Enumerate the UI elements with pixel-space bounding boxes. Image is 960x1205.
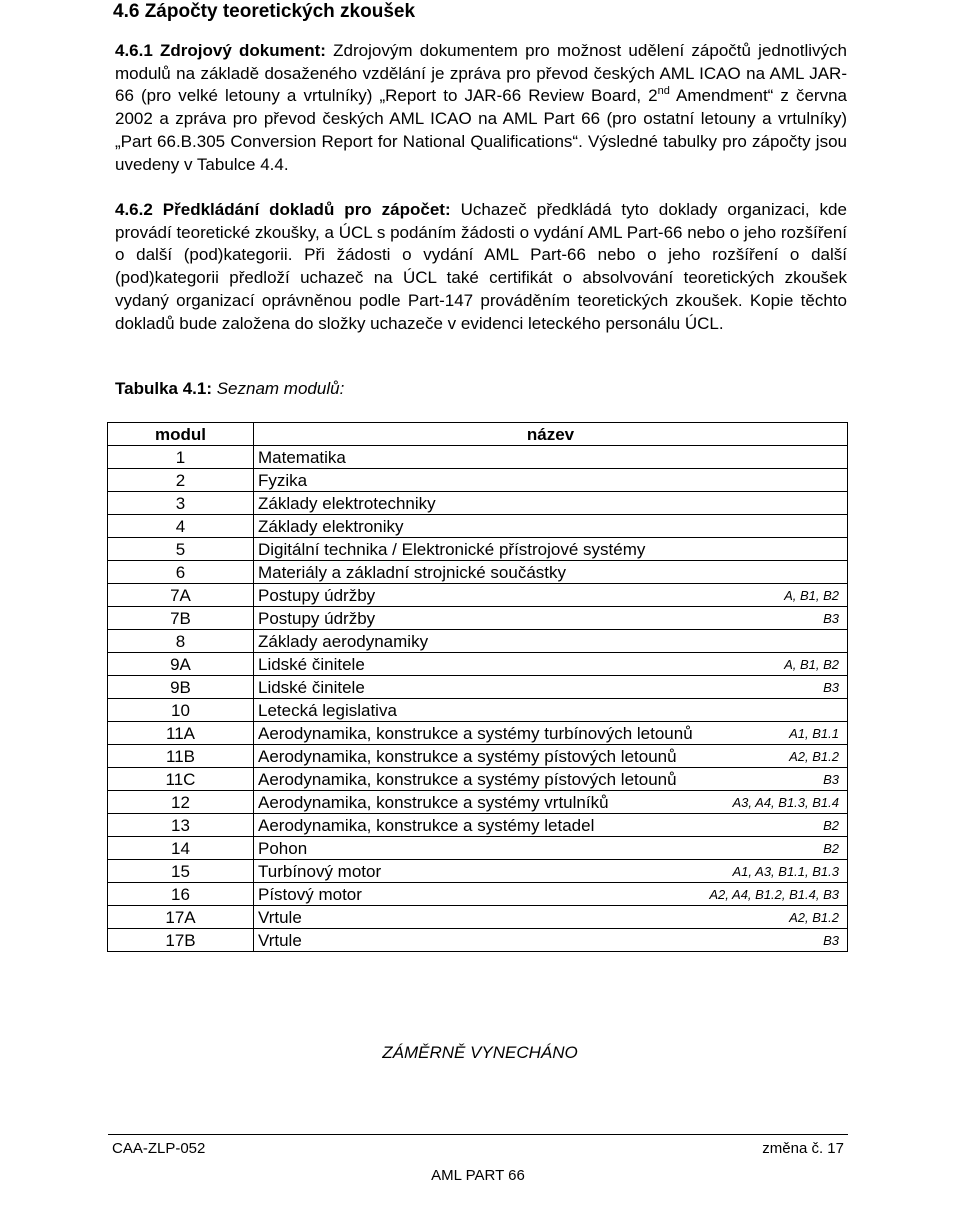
intentionally-omitted-note: ZÁMĚRNĚ VYNECHÁNO xyxy=(382,1043,578,1062)
module-name: Vrtule xyxy=(258,907,302,927)
table-caption-text: Seznam modulů: xyxy=(212,379,345,398)
paragraph-text-continued: Amendment“ z června 2002 a zpráva pro převod českých AML ICAO na AML Part 66 (pro ostatní letouny a vrtulníky) „Part 66.B.305 Conversion Report for National Qualifications“. Výsledné tabulky pro zápočty jsou uvedeny v Tabulce 4.4. xyxy=(115,86,847,174)
module-name: Vrtule xyxy=(258,930,302,950)
table-row xyxy=(108,538,848,561)
table-row xyxy=(108,469,848,492)
module-categories: B3 xyxy=(823,772,839,787)
table-row xyxy=(108,653,848,676)
module-categories: B3 xyxy=(823,680,839,695)
paragraph-text: Zdrojovým dokumentem pro možnost udělení zápočtů jednotlivých modulů na základě dosaženého vzdělání je zpráva pro převod českých AML ICAO na AML JAR-66 (pro velké letouny a vrtulníky) „Report to JAR-66 Review Board, 2 xyxy=(115,41,847,106)
module-number: 6 xyxy=(108,561,254,584)
module-name: Matematika xyxy=(258,447,346,467)
module-number: 7B xyxy=(108,607,254,630)
table-row xyxy=(108,722,848,745)
module-categories: A1, A3, B1.1, B1.3 xyxy=(732,864,839,879)
table-row xyxy=(108,446,848,469)
footer-change-number: změna č. 17 xyxy=(762,1140,844,1157)
module-categories: A, B1, B2 xyxy=(784,657,839,672)
module-name: Digitální technika / Elektronické přístrojové systémy xyxy=(258,539,646,559)
module-name: Postupy údržby xyxy=(258,585,376,605)
table-caption xyxy=(115,379,344,399)
module-name-cell xyxy=(254,860,848,883)
table-row xyxy=(108,768,848,791)
module-number: 17A xyxy=(108,906,254,929)
paragraph-heading: Zdrojový dokument: xyxy=(160,41,326,60)
module-name-cell xyxy=(254,883,848,906)
table-row xyxy=(108,584,848,607)
module-name-cell xyxy=(254,837,848,860)
module-categories: B3 xyxy=(823,933,839,948)
table-row xyxy=(108,929,848,952)
module-name-cell xyxy=(254,722,848,745)
table-row xyxy=(108,607,848,630)
module-name-cell xyxy=(254,653,848,676)
module-name: Turbínový motor xyxy=(258,861,382,881)
module-categories: A2, B1.2 xyxy=(789,749,839,764)
module-name-cell xyxy=(254,676,848,699)
module-name: Aerodynamika, konstrukce a systémy letadel xyxy=(258,815,595,835)
module-name: Fyzika xyxy=(258,470,308,490)
paragraph-text: Uchazeč předkládá tyto doklady organizaci, kde provádí teoretické zkoušky, a ÚCL s podáním žádosti o vydání AML Part-66 nebo o jeho rozšíření o další (pod)kategorii. Při žádosti o vydání AML Part-66 nebo o jeho rozšíření o další (pod)kategorii předloží uchazeč na ÚCL také certifikát o absolvování teoretických zkoušek vydaný organizací oprávněnou podle Part-147 prováděním teoretických zkoušek. Kopie těchto dokladů bude založena do složky uchazeče v evidenci leteckého personálu ÚCL. xyxy=(115,200,847,333)
modules-table xyxy=(107,422,848,952)
module-name: Aerodynamika, konstrukce a systémy vrtulníků xyxy=(258,792,609,812)
table-row xyxy=(108,492,848,515)
module-categories: B2 xyxy=(823,841,839,856)
table-row xyxy=(108,561,848,584)
module-name: Lidské činitele xyxy=(258,654,365,674)
module-name-cell xyxy=(254,929,848,952)
module-number: 2 xyxy=(108,469,254,492)
module-name-cell xyxy=(254,469,848,492)
page-footer xyxy=(108,1134,848,1184)
module-name-cell xyxy=(254,561,848,584)
module-categories: A1, B1.1 xyxy=(789,726,839,741)
table-body xyxy=(108,446,848,952)
module-name: Základy elektroniky xyxy=(258,516,404,536)
module-number: 1 xyxy=(108,446,254,469)
section-title: 4.6 Zápočty teoretických zkoušek xyxy=(113,1,416,22)
module-number: 8 xyxy=(108,630,254,653)
module-number: 15 xyxy=(108,860,254,883)
module-number: 4 xyxy=(108,515,254,538)
table-row xyxy=(108,676,848,699)
module-categories: A2, A4, B1.2, B1.4, B3 xyxy=(709,887,839,902)
header-nazev: název xyxy=(254,423,848,446)
module-categories: B3 xyxy=(823,611,839,626)
module-number: 5 xyxy=(108,538,254,561)
table-row xyxy=(108,515,848,538)
superscript: nd xyxy=(657,84,670,97)
module-number: 13 xyxy=(108,814,254,837)
table-header-row xyxy=(108,423,848,446)
module-number: 11A xyxy=(108,722,254,745)
module-name: Aerodynamika, konstrukce a systémy pístových letounů xyxy=(258,746,677,766)
paragraph-4-6-1 xyxy=(115,40,847,176)
module-number: 7A xyxy=(108,584,254,607)
module-name: Lidské činitele xyxy=(258,677,365,697)
module-name: Pohon xyxy=(258,838,308,858)
footer-title: AML PART 66 xyxy=(431,1167,525,1184)
paragraph-number: 4.6.1 xyxy=(115,41,153,60)
module-name-cell xyxy=(254,584,848,607)
module-number: 12 xyxy=(108,791,254,814)
table-row xyxy=(108,906,848,929)
footer-doc-id: CAA-ZLP-052 xyxy=(112,1140,206,1157)
table-row xyxy=(108,883,848,906)
table-row xyxy=(108,791,848,814)
module-number: 11C xyxy=(108,768,254,791)
module-number: 14 xyxy=(108,837,254,860)
module-name-cell xyxy=(254,768,848,791)
module-number: 3 xyxy=(108,492,254,515)
table-row xyxy=(108,699,848,722)
module-name-cell xyxy=(254,699,848,722)
paragraph-heading: Předkládání dokladů pro zápočet: xyxy=(162,200,451,219)
module-name: Aerodynamika, konstrukce a systémy turbínových letounů xyxy=(258,723,693,743)
table-row xyxy=(108,837,848,860)
module-name-cell xyxy=(254,446,848,469)
table-row xyxy=(108,630,848,653)
module-name-cell xyxy=(254,791,848,814)
module-name-cell xyxy=(254,492,848,515)
module-number: 9B xyxy=(108,676,254,699)
header-modul: modul xyxy=(108,423,254,446)
module-categories: A3, A4, B1.3, B1.4 xyxy=(732,795,839,810)
module-name: Základy aerodynamiky xyxy=(258,631,429,651)
table-row xyxy=(108,814,848,837)
table-caption-label: Tabulka 4.1: xyxy=(115,379,212,398)
module-name-cell xyxy=(254,814,848,837)
module-name: Letecká legislativa xyxy=(258,700,397,720)
module-categories: A, B1, B2 xyxy=(784,588,839,603)
module-number: 17B xyxy=(108,929,254,952)
paragraph-number: 4.6.2 xyxy=(115,200,153,219)
module-number: 10 xyxy=(108,699,254,722)
module-name-cell xyxy=(254,906,848,929)
module-name-cell xyxy=(254,745,848,768)
table-row xyxy=(108,860,848,883)
module-categories: B2 xyxy=(823,818,839,833)
table-row xyxy=(108,745,848,768)
module-name-cell xyxy=(254,630,848,653)
module-name-cell xyxy=(254,515,848,538)
module-name: Materiály a základní strojnické součástky xyxy=(258,562,567,582)
module-name-cell xyxy=(254,538,848,561)
module-number: 11B xyxy=(108,745,254,768)
module-name: Základy elektrotechniky xyxy=(258,493,436,513)
module-name: Pístový motor xyxy=(258,884,362,904)
paragraph-4-6-2 xyxy=(115,199,847,335)
module-name-cell xyxy=(254,607,848,630)
module-name: Aerodynamika, konstrukce a systémy pístových letounů xyxy=(258,769,677,789)
module-categories: A2, B1.2 xyxy=(789,910,839,925)
module-number: 16 xyxy=(108,883,254,906)
module-name: Postupy údržby xyxy=(258,608,376,628)
module-number: 9A xyxy=(108,653,254,676)
